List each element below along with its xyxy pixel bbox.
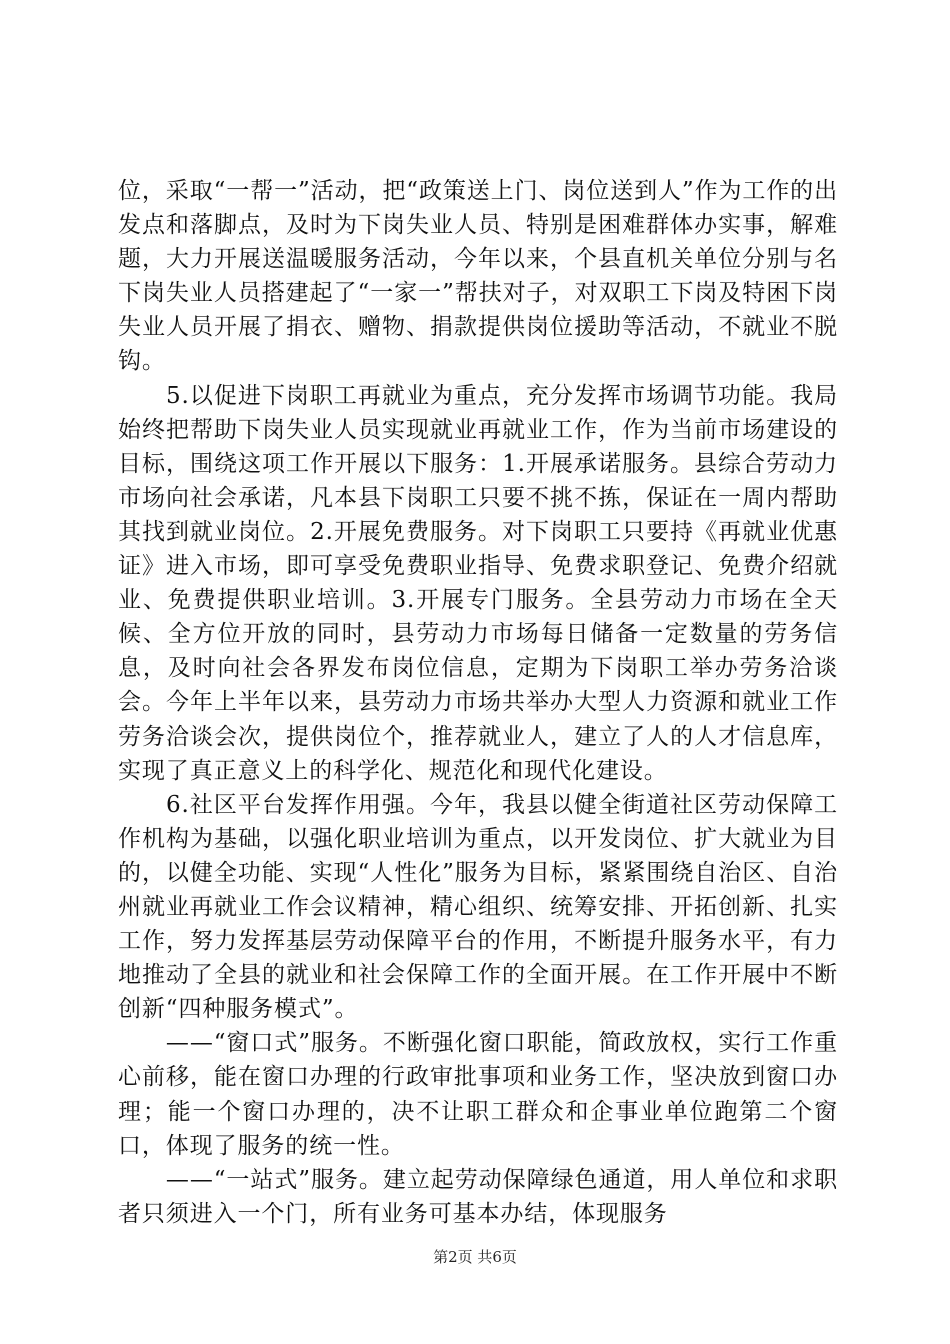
paragraph-4: ——“窗口式”服务。不断强化窗口职能，简政放权，实行工作重心前移，能在窗口办理的行政审批事项和业务工作，坚决放到窗口办理；能一个窗口办理的，决不让职工群众和企事业单位跑第二个窗口，体现了服务的统一性。: [118, 1030, 838, 1159]
paragraph-5: ——“一站式”服务。建立起劳动保障绿色通道，用人单位和求职者只须进入一个门，所有业务可基本办结，体现服务: [118, 1166, 838, 1227]
page-number-footer: 第2页 共6页: [433, 1248, 517, 1266]
paragraph-1: 位，采取“一帮一”活动，把“政策送上门、岗位送到人”作为工作的出发点和落脚点，及时为下岗失业人员、特别是困难群体办实事，解难题，大力开展送温暖服务活动，今年以来，个县直机关单位分别与名下岗失业人员搭建起了“一家一”帮扶对子，对双职工下岗及特困下岗失业人员开展了捐衣、赠物、捐款提供岗位援助等活动，不就业不脱钩。: [118, 178, 838, 375]
paragraph-3: 6.社区平台发挥作用强。今年，我县以健全街道社区劳动保障工作机构为基础，以强化职业培训为重点，以开发岗位、扩大就业为目的，以健全功能、实现“人性化”服务为目标，紧紧围绕自治区、自治州就业再就业工作会议精神，精心组织、统筹安排、开拓创新、扎实工作，努力发挥基层劳动保障平台的作用，不断提升服务水平，有力地推动了全县的就业和社会保障工作的全面开展。在工作开展中不断创新“四种服务模式”。: [118, 791, 838, 1023]
paragraph-2: 5.以促进下岗职工再就业为重点，充分发挥市场调节功能。我局始终把帮助下岗失业人员实现就业再就业工作，作为当前市场建设的目标，围绕这项工作开展以下服务：1.开展承诺服务。县综合劳动力市场向社会承诺，凡本县下岗职工只要不挑不拣，保证在一周内帮助其找到就业岗位。2.开展免费服务。对下岗职工只要持《再就业优惠证》进入市场，即可享受免费职业指导、免费求职登记、免费介绍就业、免费提供职业培训。3.开展专门服务。全县劳动力市场在全天候、全方位开放的同时，县劳动力市场每日储备一定数量的劳务信息，及时向社会各界发布岗位信息，定期为下岗职工举办劳务洽谈会。今年上半年以来，县劳动力市场共举办大型人力资源和就业工作劳务洽谈会次，提供岗位个，推荐就业人，建立了人的人才信息库，实现了真正意义上的科学化、规范化和现代化建设。: [118, 382, 838, 784]
document-body: [118, 174, 838, 1231]
